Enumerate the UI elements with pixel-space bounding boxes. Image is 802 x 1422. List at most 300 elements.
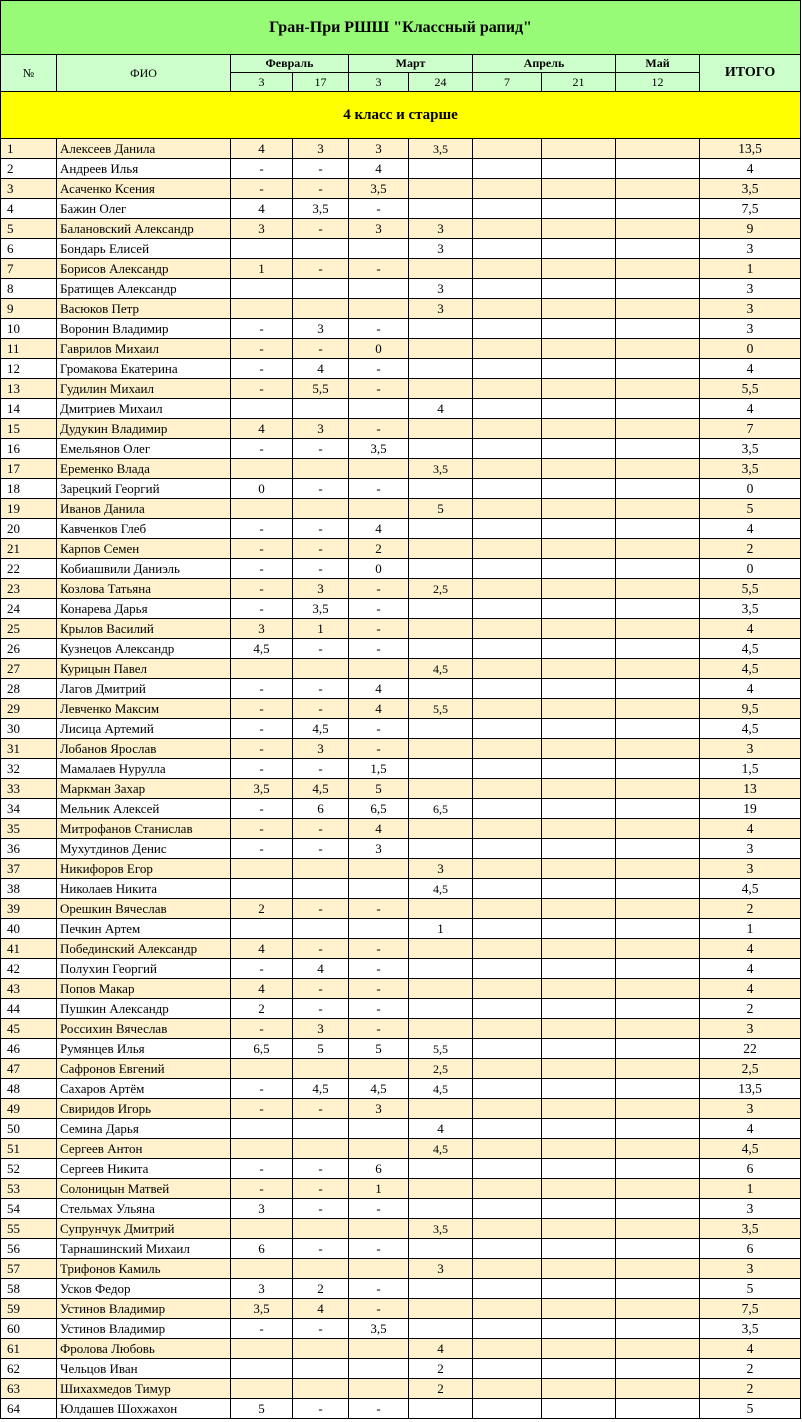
- player-name: Попов Макар: [57, 979, 231, 999]
- score-cell: 3: [409, 1259, 473, 1279]
- score-cell: 3,5: [231, 1299, 293, 1319]
- total-cell: 2: [700, 899, 801, 919]
- score-cell: -: [231, 559, 293, 579]
- total-cell: 4,5: [700, 719, 801, 739]
- score-cell: [542, 1059, 616, 1079]
- score-cell: [293, 299, 349, 319]
- score-cell: 4: [231, 139, 293, 159]
- player-name: Андреев Илья: [57, 159, 231, 179]
- score-cell: [616, 1319, 700, 1339]
- score-cell: [231, 859, 293, 879]
- score-cell: 0: [349, 559, 409, 579]
- player-name: Бажин Олег: [57, 199, 231, 219]
- table-row: [1, 299, 801, 319]
- total-cell: 4,5: [700, 879, 801, 899]
- score-cell: [542, 379, 616, 399]
- score-cell: [542, 219, 616, 239]
- total-cell: 13,5: [700, 139, 801, 159]
- score-cell: [409, 719, 473, 739]
- score-cell: [542, 459, 616, 479]
- score-cell: [542, 1119, 616, 1139]
- score-cell: [473, 1219, 542, 1239]
- score-cell: [473, 1139, 542, 1159]
- total-cell: 3: [700, 1259, 801, 1279]
- score-cell: [473, 339, 542, 359]
- row-number: 12: [1, 359, 57, 379]
- score-cell: 3: [293, 739, 349, 759]
- score-cell: [616, 499, 700, 519]
- score-cell: [473, 159, 542, 179]
- player-name: Мухутдинов Денис: [57, 839, 231, 859]
- score-cell: [616, 719, 700, 739]
- table-row: [1, 899, 801, 919]
- score-cell: [473, 459, 542, 479]
- score-cell: [473, 1279, 542, 1299]
- player-name: Кобиашвили Даниэль: [57, 559, 231, 579]
- score-cell: [616, 1159, 700, 1179]
- table-row: [1, 659, 801, 679]
- row-number: 61: [1, 1339, 57, 1359]
- score-cell: [409, 1399, 473, 1419]
- score-cell: -: [293, 819, 349, 839]
- table-row: [1, 1039, 801, 1059]
- player-name: Шихахмедов Тимур: [57, 1379, 231, 1399]
- table-title: Гран-При РШШ "Классный рапид": [1, 1, 801, 55]
- row-number: 64: [1, 1399, 57, 1419]
- score-cell: -: [349, 639, 409, 659]
- score-cell: 0: [231, 479, 293, 499]
- score-cell: [473, 719, 542, 739]
- score-cell: 6,5: [231, 1039, 293, 1059]
- score-cell: [616, 1139, 700, 1159]
- score-cell: [231, 1359, 293, 1379]
- score-cell: -: [231, 799, 293, 819]
- score-cell: [616, 1019, 700, 1039]
- score-cell: 3,5: [349, 179, 409, 199]
- score-cell: [293, 1139, 349, 1159]
- score-cell: [409, 1199, 473, 1219]
- score-cell: [542, 719, 616, 739]
- score-cell: -: [293, 439, 349, 459]
- total-cell: 4: [700, 1339, 801, 1359]
- score-cell: [542, 419, 616, 439]
- score-cell: [409, 439, 473, 459]
- score-cell: [616, 639, 700, 659]
- total-cell: 5,5: [700, 379, 801, 399]
- row-number: 38: [1, 879, 57, 899]
- total-cell: 2: [700, 1379, 801, 1399]
- player-name: Сергеев Антон: [57, 1139, 231, 1159]
- score-cell: 4: [349, 819, 409, 839]
- total-cell: 4,5: [700, 1139, 801, 1159]
- score-cell: [616, 799, 700, 819]
- score-cell: [542, 1259, 616, 1279]
- score-cell: [349, 1059, 409, 1079]
- score-cell: -: [349, 999, 409, 1019]
- score-cell: -: [231, 579, 293, 599]
- score-cell: [616, 879, 700, 899]
- score-cell: [293, 659, 349, 679]
- score-cell: [231, 1259, 293, 1279]
- row-number: 57: [1, 1259, 57, 1279]
- row-number: 49: [1, 1099, 57, 1119]
- player-name: Супрунчук Дмитрий: [57, 1219, 231, 1239]
- score-cell: -: [231, 1179, 293, 1199]
- score-cell: [409, 479, 473, 499]
- month-header-may: Май: [616, 55, 700, 73]
- score-cell: 3: [231, 219, 293, 239]
- score-cell: [473, 959, 542, 979]
- player-name: Орешкин Вячеслав: [57, 899, 231, 919]
- row-number: 60: [1, 1319, 57, 1339]
- score-cell: -: [231, 1019, 293, 1039]
- row-number: 45: [1, 1019, 57, 1039]
- score-cell: [349, 659, 409, 679]
- score-cell: -: [231, 819, 293, 839]
- table-row: [1, 1239, 801, 1259]
- score-cell: [542, 919, 616, 939]
- score-cell: [542, 1399, 616, 1419]
- score-cell: [616, 1379, 700, 1399]
- score-cell: -: [231, 839, 293, 859]
- score-cell: [542, 559, 616, 579]
- row-number: 41: [1, 939, 57, 959]
- score-cell: [231, 459, 293, 479]
- table-row: [1, 319, 801, 339]
- row-number: 19: [1, 499, 57, 519]
- total-cell: 0: [700, 339, 801, 359]
- date-header: 3: [349, 73, 409, 92]
- score-cell: [349, 459, 409, 479]
- row-number: 48: [1, 1079, 57, 1099]
- total-cell: 4: [700, 159, 801, 179]
- score-cell: [616, 1079, 700, 1099]
- score-cell: -: [349, 959, 409, 979]
- score-cell: [409, 379, 473, 399]
- score-cell: 3,5: [349, 1319, 409, 1339]
- row-number: 40: [1, 919, 57, 939]
- score-cell: [293, 879, 349, 899]
- score-cell: -: [293, 1199, 349, 1219]
- player-name: Дмитриев Михаил: [57, 399, 231, 419]
- score-cell: 2: [409, 1379, 473, 1399]
- score-cell: -: [349, 599, 409, 619]
- score-cell: [542, 859, 616, 879]
- player-name: Левченко Максим: [57, 699, 231, 719]
- score-cell: [542, 1019, 616, 1039]
- score-cell: [542, 1379, 616, 1399]
- score-cell: [616, 1179, 700, 1199]
- row-number: 44: [1, 999, 57, 1019]
- score-cell: [542, 699, 616, 719]
- score-cell: 5: [231, 1399, 293, 1419]
- total-cell: 3,5: [700, 1219, 801, 1239]
- player-name: Борисов Александр: [57, 259, 231, 279]
- score-cell: -: [293, 1239, 349, 1259]
- score-cell: [231, 919, 293, 939]
- table-row: [1, 559, 801, 579]
- score-cell: -: [231, 159, 293, 179]
- score-cell: -: [231, 539, 293, 559]
- score-cell: [542, 319, 616, 339]
- row-number: 3: [1, 179, 57, 199]
- score-cell: [542, 399, 616, 419]
- table-row: [1, 859, 801, 879]
- score-cell: [542, 959, 616, 979]
- player-name: Лисица Артемий: [57, 719, 231, 739]
- table-row: [1, 239, 801, 259]
- score-cell: [473, 239, 542, 259]
- row-number: 31: [1, 739, 57, 759]
- score-cell: [473, 919, 542, 939]
- score-cell: 4,5: [231, 639, 293, 659]
- player-name: Солоницын Матвей: [57, 1179, 231, 1199]
- score-cell: [349, 1359, 409, 1379]
- score-cell: -: [231, 699, 293, 719]
- player-name: Усков Федор: [57, 1279, 231, 1299]
- score-cell: 3,5: [349, 439, 409, 459]
- score-cell: [293, 1219, 349, 1239]
- total-cell: 5: [700, 1279, 801, 1299]
- score-cell: [473, 1359, 542, 1379]
- total-cell: 4: [700, 979, 801, 999]
- total-cell: 4: [700, 359, 801, 379]
- score-cell: -: [231, 739, 293, 759]
- player-name: Свиридов Игорь: [57, 1099, 231, 1119]
- score-cell: -: [349, 1019, 409, 1039]
- score-cell: [616, 359, 700, 379]
- score-cell: 3,5: [409, 139, 473, 159]
- total-cell: 3: [700, 319, 801, 339]
- score-cell: [542, 1199, 616, 1219]
- score-cell: [616, 1039, 700, 1059]
- score-cell: -: [349, 939, 409, 959]
- table-row: [1, 619, 801, 639]
- table-row: [1, 539, 801, 559]
- score-cell: 4,5: [349, 1079, 409, 1099]
- score-cell: [473, 1299, 542, 1319]
- row-number: 28: [1, 679, 57, 699]
- date-header: 21: [542, 73, 616, 92]
- score-cell: [616, 159, 700, 179]
- total-cell: 5: [700, 1399, 801, 1419]
- score-cell: [231, 1119, 293, 1139]
- score-cell: [473, 759, 542, 779]
- score-cell: [409, 679, 473, 699]
- row-number: 63: [1, 1379, 57, 1399]
- score-cell: [473, 879, 542, 899]
- score-cell: [616, 539, 700, 559]
- player-name: Бондарь Елисей: [57, 239, 231, 259]
- score-cell: [616, 959, 700, 979]
- table-row: [1, 1319, 801, 1339]
- score-cell: -: [231, 339, 293, 359]
- score-cell: 3: [409, 219, 473, 239]
- score-cell: [616, 479, 700, 499]
- score-cell: [231, 1219, 293, 1239]
- score-cell: -: [293, 1179, 349, 1199]
- score-cell: 5: [293, 1039, 349, 1059]
- score-cell: 4: [231, 939, 293, 959]
- score-cell: [616, 1099, 700, 1119]
- score-cell: [473, 399, 542, 419]
- score-cell: [473, 259, 542, 279]
- total-cell: 6: [700, 1239, 801, 1259]
- player-name: Митрофанов Станислав: [57, 819, 231, 839]
- player-name: Лагов Дмитрий: [57, 679, 231, 699]
- score-cell: -: [231, 1079, 293, 1099]
- player-name: Братищев Александр: [57, 279, 231, 299]
- score-cell: [542, 839, 616, 859]
- score-cell: [473, 419, 542, 439]
- score-cell: [293, 859, 349, 879]
- score-cell: [616, 179, 700, 199]
- score-cell: 4: [293, 959, 349, 979]
- row-number: 39: [1, 899, 57, 919]
- score-cell: -: [349, 739, 409, 759]
- table-row: [1, 339, 801, 359]
- player-name: Мамалаев Нурулла: [57, 759, 231, 779]
- score-cell: [409, 839, 473, 859]
- score-cell: [473, 1019, 542, 1039]
- score-cell: 4,5: [293, 779, 349, 799]
- score-cell: 4: [231, 199, 293, 219]
- score-cell: -: [293, 339, 349, 359]
- score-cell: 2,5: [409, 1059, 473, 1079]
- score-cell: [542, 999, 616, 1019]
- table-row: [1, 279, 801, 299]
- table-row: [1, 879, 801, 899]
- player-name: Воронин Владимир: [57, 319, 231, 339]
- score-cell: [473, 439, 542, 459]
- table-row: [1, 759, 801, 779]
- player-name: Пушкин Александр: [57, 999, 231, 1019]
- player-name: Румянцев Илья: [57, 1039, 231, 1059]
- score-cell: [616, 739, 700, 759]
- score-cell: -: [231, 959, 293, 979]
- score-cell: [616, 659, 700, 679]
- score-cell: 2: [409, 1359, 473, 1379]
- score-cell: [349, 919, 409, 939]
- table-row: [1, 359, 801, 379]
- score-cell: [616, 1339, 700, 1359]
- table-row: [1, 1119, 801, 1139]
- score-cell: [409, 1239, 473, 1259]
- score-cell: [616, 979, 700, 999]
- score-cell: -: [231, 519, 293, 539]
- score-cell: -: [231, 1319, 293, 1339]
- player-name: Васюков Петр: [57, 299, 231, 319]
- score-cell: [542, 139, 616, 159]
- total-cell: 9,5: [700, 699, 801, 719]
- score-cell: -: [293, 999, 349, 1019]
- row-number: 56: [1, 1239, 57, 1259]
- score-cell: [542, 1219, 616, 1239]
- score-cell: [409, 359, 473, 379]
- table-row: [1, 419, 801, 439]
- table-row: [1, 1379, 801, 1399]
- row-number: 47: [1, 1059, 57, 1079]
- score-cell: 3,5: [293, 199, 349, 219]
- score-cell: 0: [349, 339, 409, 359]
- score-cell: [616, 1219, 700, 1239]
- total-cell: 3: [700, 1099, 801, 1119]
- score-cell: 1: [231, 259, 293, 279]
- score-cell: [231, 1139, 293, 1159]
- total-cell: 3,5: [700, 459, 801, 479]
- row-number: 34: [1, 799, 57, 819]
- row-number: 20: [1, 519, 57, 539]
- score-cell: [542, 1099, 616, 1119]
- score-cell: -: [349, 979, 409, 999]
- score-cell: [409, 619, 473, 639]
- row-number: 1: [1, 139, 57, 159]
- score-cell: 4: [349, 159, 409, 179]
- score-cell: [473, 1079, 542, 1099]
- score-cell: [349, 1259, 409, 1279]
- score-cell: 3: [409, 299, 473, 319]
- score-cell: [473, 299, 542, 319]
- score-cell: [616, 139, 700, 159]
- score-cell: [616, 439, 700, 459]
- score-cell: [473, 579, 542, 599]
- player-name: Алексеев Данила: [57, 139, 231, 159]
- score-cell: [293, 279, 349, 299]
- score-cell: -: [293, 219, 349, 239]
- score-cell: -: [293, 979, 349, 999]
- score-cell: 6: [349, 1159, 409, 1179]
- score-cell: [542, 1319, 616, 1339]
- player-name: Кавченков Глеб: [57, 519, 231, 539]
- score-cell: [409, 259, 473, 279]
- score-cell: [409, 1099, 473, 1119]
- total-cell: 0: [700, 559, 801, 579]
- table-row: [1, 259, 801, 279]
- score-cell: -: [231, 1099, 293, 1119]
- score-cell: 3: [231, 1279, 293, 1299]
- score-cell: 3: [293, 419, 349, 439]
- score-cell: [542, 899, 616, 919]
- score-cell: [473, 1319, 542, 1339]
- date-header: 7: [473, 73, 542, 92]
- score-cell: 4,5: [409, 1079, 473, 1099]
- row-number: 58: [1, 1279, 57, 1299]
- player-name: Побединский Александр: [57, 939, 231, 959]
- score-cell: [349, 239, 409, 259]
- score-cell: 3,5: [409, 1219, 473, 1239]
- column-header-number: №: [1, 55, 57, 92]
- player-name: Россихин Вячеслав: [57, 1019, 231, 1039]
- score-cell: [473, 1119, 542, 1139]
- score-cell: [349, 399, 409, 419]
- table-row: [1, 939, 801, 959]
- row-number: 30: [1, 719, 57, 739]
- score-cell: [293, 499, 349, 519]
- table-row: [1, 799, 801, 819]
- score-cell: [473, 799, 542, 819]
- score-cell: [349, 1339, 409, 1359]
- score-cell: [616, 339, 700, 359]
- score-cell: 3: [349, 219, 409, 239]
- score-cell: 4: [293, 1299, 349, 1319]
- score-cell: [473, 679, 542, 699]
- score-cell: 3: [293, 1019, 349, 1039]
- row-number: 4: [1, 199, 57, 219]
- table-row: [1, 439, 801, 459]
- table-row: [1, 1299, 801, 1319]
- score-cell: -: [349, 359, 409, 379]
- score-cell: [409, 339, 473, 359]
